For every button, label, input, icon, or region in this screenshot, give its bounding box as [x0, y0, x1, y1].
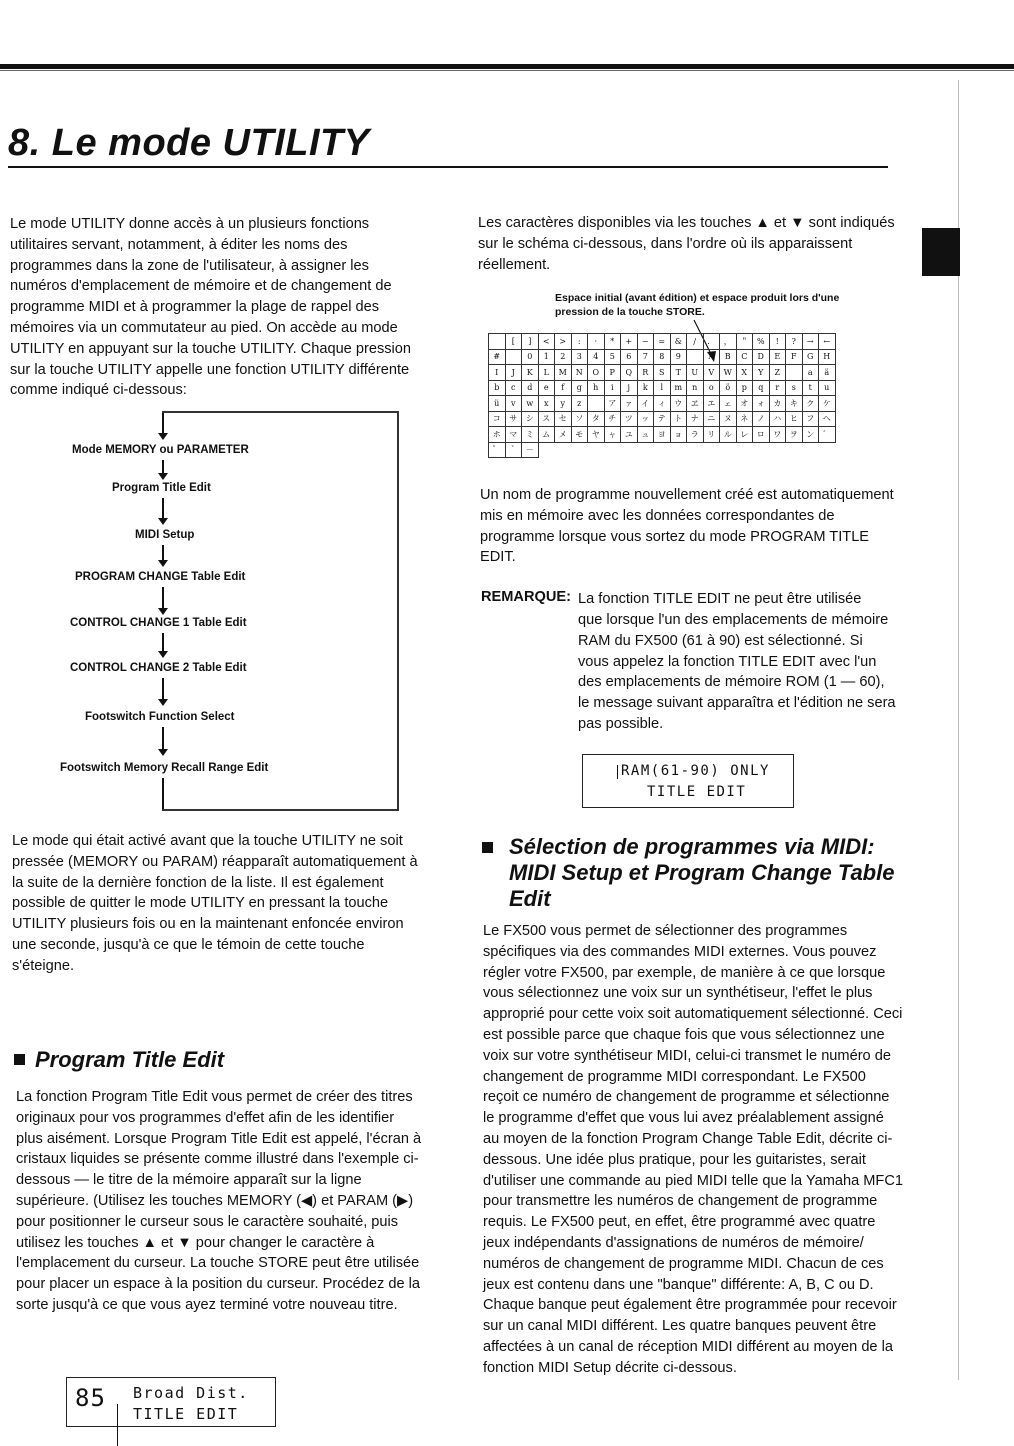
char-cell: ユ — [621, 427, 638, 443]
char-cell — [703, 442, 720, 458]
midi-paragraph: Le FX500 vous permet de sélectionner des programmes spécifiques via des commandes MIDI externes. Vous pouvez régler votre FX500, par exemple, de manière à ce que lorsque vous sélectionnez une voix sur un synthétiseur, l'effet le plus approprié pour cette voix soit automatiquement sélectionné. Ceci est possible parce que chaque fois que vous sélectionnez une voix sur votre synthétiseur MIDI, celui-ci transmet le numéro de changement de programme MIDI correspondant. Le FX500 reçoit ce numéro de changement de programme et sélectionne le programme d'effet que vous lui avez préalablement assigné au moyen de la fonction Program Change Table Edit, décrite ci-dessous. Une idée plus pratique, pour les guitaristes, serait d'utiliser une commande au pied MIDI telle que la Yamaha MFC1 pour transmettre les numéros de changement de programme requis. Le FX500 peut, en effet, être programmé avec quatre jeux indépendants d'assignations de numéros de mémoire/ numéros de changement de programme MIDI. Chacun de ces jeux est contenu dans une "banque" différente: A, B, C ou D. Chaque banque peut également être programmée pour recevoir sur un canal MIDI différent. Les quatre banques peuvent être affectées à un canal de réception MIDI différent au moyen de la fonction MIDI Setup décrite ci-dessous. — [483, 923, 904, 1376]
char-cell: ム — [538, 427, 555, 443]
char-cell: C — [736, 349, 753, 365]
char-cell: ル — [720, 427, 737, 443]
char-cell: ョ — [670, 427, 687, 443]
char-table-row — [489, 380, 836, 396]
section-heading-midi — [482, 834, 902, 912]
char-cell: Y — [753, 365, 770, 381]
char-cell: サ — [505, 411, 522, 427]
flow-step: Mode MEMORY ou PARAMETER — [72, 444, 249, 456]
char-cell: ロ — [753, 427, 770, 443]
char-cell: ハ — [769, 411, 786, 427]
char-cell: ! — [769, 334, 786, 350]
char-cell: T — [670, 365, 687, 381]
char-cell: ッ — [637, 411, 654, 427]
char-cell — [670, 442, 687, 458]
utility-flow-loop — [162, 411, 399, 811]
characters-intro: Les caractères disponibles via les touches ▲ et ▼ sont indiqués sur le schéma ci-dessous, dans l'ordre où ils apparaissent réellement. — [478, 215, 895, 273]
flow-step: PROGRAM CHANGE Table Edit — [75, 571, 246, 583]
char-cell: ュ — [637, 427, 654, 443]
char-cell: < — [538, 334, 555, 350]
char-cell: 2 — [555, 349, 572, 365]
char-cell: 1 — [538, 349, 555, 365]
lcd-cursor-mark — [617, 765, 618, 779]
flow-step: CONTROL CHANGE 1 Table Edit — [70, 617, 247, 629]
char-cell — [786, 365, 803, 381]
char-cell: － — [522, 442, 539, 458]
char-cell: * — [604, 334, 621, 350]
lcd-line-2: TITLE EDIT — [647, 784, 747, 800]
remark-first-line: La fonction TITLE EDIT ne peut être utilisée — [578, 591, 862, 607]
header-rule — [0, 64, 1014, 69]
char-cell: M — [555, 365, 572, 381]
title-edit-paragraph: La fonction Program Title Edit vous permet de créer des titres originaux pour vos programmes d'effet afin de les identifier plus aisément. Lorsque Program Title Edit est appelé, l'écran à cristaux liquides se présente comme illustré dans l'exemple ci-dessous — le titre de la mémoire apparaît sur la ligne supérieure. (Utilisez les touches MEMORY (◀) et PARAM (▶) pour positionner le curseur sous le caractère souhaité, puis utilisez les touches ▲ et ▼ pour changer le caractère à l'emplacement du curseur. La touche STORE peut être utilisée pour placer un espace à la position du curseur. Procédez de la sorte jusqu'à ce que vous ayez terminé votre nouveau titre. — [16, 1089, 422, 1313]
char-cell: a — [802, 365, 819, 381]
char-cell: ゛ — [819, 427, 836, 443]
char-cell: G — [802, 349, 819, 365]
char-cell — [687, 349, 704, 365]
char-cell: リ — [703, 427, 720, 443]
char-cell: ン — [802, 427, 819, 443]
char-cell: D — [753, 349, 770, 365]
char-cell: p — [736, 380, 753, 396]
after-table-paragraph: Un nom de programme nouvellement créé est automatiquement mis en mémoire avec les données correspondantes de programme lorsque vous sortez du mode PROGRAM TITLE EDIT. — [480, 487, 894, 566]
char-cell: ィ — [654, 396, 671, 412]
ram-only-lcd — [582, 754, 794, 808]
char-cell: ヒ — [786, 411, 803, 427]
char-cell: : — [571, 334, 588, 350]
char-cell: エ — [703, 396, 720, 412]
char-cell: f — [555, 380, 572, 396]
char-cell: ä — [819, 365, 836, 381]
char-cell: N — [571, 365, 588, 381]
char-cell — [687, 442, 704, 458]
char-cell — [555, 442, 572, 458]
char-cell: ] — [522, 334, 539, 350]
char-cell: ヌ — [720, 411, 737, 427]
char-cell: 0 — [522, 349, 539, 365]
char-cell: > — [555, 334, 572, 350]
char-cell: % — [753, 334, 770, 350]
char-cell — [637, 442, 654, 458]
char-cell: メ — [555, 427, 572, 443]
char-table-row — [489, 411, 836, 427]
char-cell: ＂ — [736, 334, 753, 350]
char-cell: u — [819, 380, 836, 396]
char-cell: Z — [769, 365, 786, 381]
char-cell: ソ — [571, 411, 588, 427]
char-cell: U — [687, 365, 704, 381]
char-cell: ü — [489, 396, 506, 412]
char-cell: 9 — [670, 349, 687, 365]
char-cell: E — [769, 349, 786, 365]
char-cell: ヤ — [588, 427, 605, 443]
char-cell: o — [703, 380, 720, 396]
char-cell: y — [555, 396, 572, 412]
char-cell: レ — [736, 427, 753, 443]
char-cell: ö — [720, 380, 737, 396]
char-cell: ア — [604, 396, 621, 412]
char-cell: モ — [571, 427, 588, 443]
char-cell: ャ — [604, 427, 621, 443]
char-cell: ノ — [753, 411, 770, 427]
flow-step: CONTROL CHANGE 2 Table Edit — [70, 662, 247, 674]
char-cell: X — [736, 365, 753, 381]
char-cell: A — [703, 349, 720, 365]
char-table-row — [489, 365, 836, 381]
char-cell: ナ — [687, 411, 704, 427]
char-cell: O — [588, 365, 605, 381]
char-cell: テ — [654, 411, 671, 427]
char-cell: / — [687, 334, 704, 350]
char-cell: [ — [505, 334, 522, 350]
char-cell — [538, 442, 555, 458]
char-cell: コ — [489, 411, 506, 427]
after-flow-paragraph: Le mode qui était activé avant que la touche UTILITY ne soit pressée (MEMORY ou PARAM) réapparaît automatiquement à la suite de la dernière fonction de la liste. Il est également possible de quitter le mode UTILITY en pressant la touche UTILITY plusieurs fois ou en la maintenant enfoncée environ une seconde, jusqu'à ce que le témoin de cette touche s'éteigne. — [12, 833, 418, 974]
char-cell: ォ — [753, 396, 770, 412]
char-cell: シ — [522, 411, 539, 427]
char-cell: マ — [505, 427, 522, 443]
char-cell: → — [802, 334, 819, 350]
char-cell: イ — [637, 396, 654, 412]
char-cell: Q — [621, 365, 638, 381]
char-cell: d — [522, 380, 539, 396]
char-cell: チ — [604, 411, 621, 427]
chapter-tab-marker — [922, 228, 960, 276]
char-cell: オ — [736, 396, 753, 412]
char-cell — [489, 334, 506, 350]
char-cell: r — [769, 380, 786, 396]
char-cell — [604, 442, 621, 458]
header-rule-thin — [0, 70, 1014, 71]
char-cell: ミ — [522, 427, 539, 443]
section-heading-text: Sélection de programmes via MIDI: MIDI Setup et Program Change Table Edit — [509, 834, 895, 911]
char-cell: ヨ — [654, 427, 671, 443]
square-bullet-icon — [482, 842, 493, 853]
char-cell — [588, 396, 605, 412]
char-cell: ， — [720, 334, 737, 350]
char-cell: s — [786, 380, 803, 396]
char-cell: ト — [670, 411, 687, 427]
char-table-row — [489, 396, 836, 412]
char-cell: ワ — [769, 427, 786, 443]
char-cell: − — [637, 334, 654, 350]
char-cell: W — [720, 365, 737, 381]
char-cell: ﾞ — [505, 442, 522, 458]
remark-label: REMARQUE: — [481, 589, 571, 605]
char-cell: ス — [538, 411, 555, 427]
char-cell: ツ — [621, 411, 638, 427]
flow-step: MIDI Setup — [135, 529, 195, 541]
flow-step: Footswitch Function Select — [85, 711, 235, 723]
char-cell: S — [654, 365, 671, 381]
char-cell: タ — [588, 411, 605, 427]
title-edit-lcd — [66, 1377, 276, 1427]
char-cell: · — [588, 334, 605, 350]
char-cell: + — [621, 334, 638, 350]
char-cell — [786, 442, 803, 458]
char-cell: b — [489, 380, 506, 396]
char-cell: ェ — [720, 396, 737, 412]
char-cell: n — [687, 380, 704, 396]
char-cell: e — [538, 380, 555, 396]
char-cell: i — [604, 380, 621, 396]
char-cell — [720, 442, 737, 458]
char-cell: v — [505, 396, 522, 412]
char-cell — [736, 442, 753, 458]
char-cell: K — [522, 365, 539, 381]
char-cell: ウ — [670, 396, 687, 412]
char-cell: ニ — [703, 411, 720, 427]
char-cell: & — [670, 334, 687, 350]
char-cell: 3 — [571, 349, 588, 365]
char-cell: w — [522, 396, 539, 412]
remark-text: que lorsque l'un des emplacements de mémoire RAM du FX500 (61 à 90) est sélectionné. Si vous appelez la fonction TITLE EDIT avec l'un des emplacements de mémoire ROM (1 — 60), le message suivant apparaîtra et l'édition ne sera pas possible. — [578, 612, 896, 732]
chapter-title: 8. Le mode UTILITY — [8, 122, 370, 164]
flow-step: Footswitch Memory Recall Range Edit — [60, 762, 269, 774]
char-cell: 4 — [588, 349, 605, 365]
char-cell: ヱ — [687, 396, 704, 412]
char-cell: フ — [802, 411, 819, 427]
character-table — [488, 333, 836, 458]
char-cell — [769, 442, 786, 458]
char-cell: ヘ — [819, 411, 836, 427]
lcd-line-1: RAM(61-90) ONLY — [621, 763, 770, 779]
char-cell — [802, 442, 819, 458]
char-cell: ． — [703, 334, 720, 350]
char-cell: 8 — [654, 349, 671, 365]
char-cell: B — [720, 349, 737, 365]
char-cell: m — [670, 380, 687, 396]
char-cell: ケ — [819, 396, 836, 412]
char-cell: V — [703, 365, 720, 381]
lcd-cursor-line — [117, 1404, 118, 1446]
table-note: Espace initial (avant édition) et espace produit lors d'une pression de la touche STORE. — [555, 292, 840, 318]
lcd-line-1: Broad Dist. — [133, 1384, 249, 1402]
char-cell: = — [654, 334, 671, 350]
char-cell: キ — [786, 396, 803, 412]
intro-paragraph: Le mode UTILITY donne accès à un plusieurs fonctions utilitaires servant, notamment, à éditer les noms des programmes dans la zone de l'utilisateur, à assigner les numéros d'emplacement de mémoire et de changement de programme MIDI et à programmer la plage de rappel des mémoires via un commutateur au pied. On accède au mode UTILITY en appuyant sur la touche UTILITY. Chaque pression sur la touche UTILITY appelle une fonction UTILITY différente comme indiqué ci-dessous: — [10, 216, 412, 399]
char-table-row — [489, 442, 836, 458]
char-cell — [753, 442, 770, 458]
char-table-row — [489, 427, 836, 443]
lcd-memory-number: 85 — [75, 1384, 106, 1412]
char-cell: c — [505, 380, 522, 396]
char-cell: F — [786, 349, 803, 365]
char-cell: P — [604, 365, 621, 381]
char-cell: L — [538, 365, 555, 381]
char-cell: ク — [802, 396, 819, 412]
section-heading-text: Program Title Edit — [35, 1047, 225, 1072]
lcd-line-2: TITLE EDIT — [133, 1405, 239, 1423]
square-bullet-icon — [14, 1054, 25, 1065]
char-cell: x — [538, 396, 555, 412]
char-cell — [819, 442, 836, 458]
char-cell: q — [753, 380, 770, 396]
char-cell: g — [571, 380, 588, 396]
char-cell — [588, 442, 605, 458]
char-cell: t — [802, 380, 819, 396]
char-cell: k — [637, 380, 654, 396]
char-table-row — [489, 349, 836, 365]
char-cell: ← — [819, 334, 836, 350]
char-cell: 6 — [621, 349, 638, 365]
char-cell: ネ — [736, 411, 753, 427]
char-cell: ヲ — [786, 427, 803, 443]
char-cell: 5 — [604, 349, 621, 365]
section-heading-title-edit — [14, 1047, 414, 1073]
char-cell: カ — [769, 396, 786, 412]
char-cell: ? — [786, 334, 803, 350]
char-cell — [571, 442, 588, 458]
char-cell: J — [505, 365, 522, 381]
title-underline — [8, 166, 888, 168]
char-cell: セ — [555, 411, 572, 427]
char-cell: h — [588, 380, 605, 396]
char-cell: ァ — [621, 396, 638, 412]
char-cell — [621, 442, 638, 458]
char-cell: R — [637, 365, 654, 381]
char-cell: 7 — [637, 349, 654, 365]
char-cell: ホ — [489, 427, 506, 443]
char-cell: l — [654, 380, 671, 396]
char-cell: ラ — [687, 427, 704, 443]
flow-step: Program Title Edit — [112, 482, 211, 494]
char-cell — [505, 349, 522, 365]
char-cell: ゜ — [489, 442, 506, 458]
char-cell — [654, 442, 671, 458]
char-cell: j — [621, 380, 638, 396]
char-cell: H — [819, 349, 836, 365]
char-cell: # — [489, 349, 506, 365]
char-cell: z — [571, 396, 588, 412]
char-cell: I — [489, 365, 506, 381]
char-table-row — [489, 334, 836, 350]
